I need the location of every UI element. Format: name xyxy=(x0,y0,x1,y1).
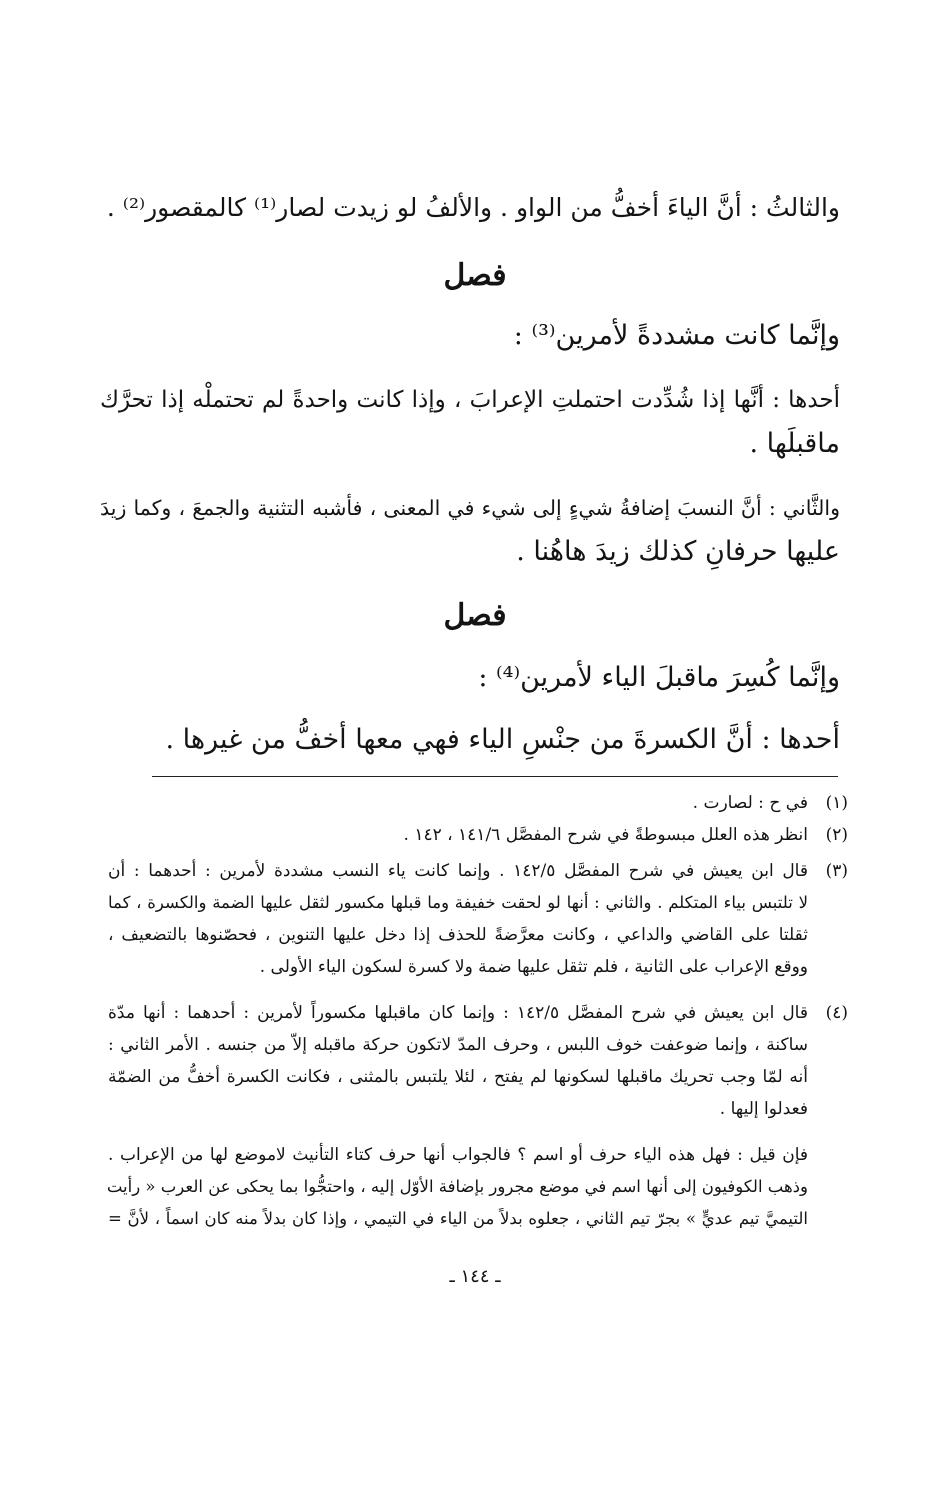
footnote-number: (١) xyxy=(825,793,848,813)
footnote-text: ساكنة ، وإنما ضوعفت خوف اللبس ، وحرف المدّ لاتكون حركة ماقبله إلاّ من جنسه . الأمر الثاني : xyxy=(108,1035,808,1055)
page-number: ـ ١٤٤ ـ xyxy=(449,1266,501,1287)
section-heading-2: فصل xyxy=(443,598,507,633)
paragraph-second-reason-cont: عليها حرفانِ كذلك زيدَ هاهُنا . xyxy=(516,536,840,567)
footnote-text: ثقلتا على القاضي والداعي ، وكانت معرَّضةً للحذف إذا دخل عليها التنوين ، فحصّنوها بالتضعيف ، xyxy=(108,925,808,945)
footnote-text: فعدلوا إليها . xyxy=(719,1099,808,1119)
footnote-text: فإن قيل : فهل هذه الياء حرف أو اسم ؟ فالجواب أنها حرف كتاء التأنيث لاموضع لها من الإعراب . xyxy=(108,1145,808,1165)
footnote-divider xyxy=(152,776,838,777)
section-heading: فصل xyxy=(443,258,507,293)
footnote-text: في ح : لصارت . xyxy=(692,793,808,813)
paragraph-first-reason-cont: ماقبلَها . xyxy=(749,428,840,459)
footnote-text: التيميَّ تيم عديٍّ » بجرّ تيم الثاني ، جعلوه بدلاً من الياء في التيمي ، وإذا كان بدلاً منه كان اسماً ، لأنَّ = xyxy=(108,1209,808,1228)
footnote-number: (٤) xyxy=(825,1003,848,1023)
footnote-text: أنه لمّا وجب تحريك ماقبلها لسكونها لم يفتح ، لئلا يلتبس بالمثنى ، فكانت الكسرة أخفُّ من الضمّة xyxy=(108,1067,808,1087)
footnote-text: قال ابن يعيش في شرح المفصَّل ١٤٢/٥ . وإنما كانت ياء النسب مشددة لأمرين : أحدهما : أن xyxy=(108,861,808,881)
paragraph-first-reason: أحدها : أنَّها إذا شُدِّدت احتملتِ الإعرابَ ، وإذا كانت واحدةً لم تحتملْه إذا تحرَّك xyxy=(100,387,840,413)
paragraph-intro-shadda: وإنَّما كانت مشددةً لأمرين⁽³⁾ : xyxy=(513,320,840,351)
footnote-text: انظر هذه العلل مبسوطةً في شرح المفصَّل ١٤١/٦ ، ١٤٢ . xyxy=(403,825,808,845)
footnote-text: قال ابن يعيش في شرح المفصَّل ١٤٢/٥ : وإنما كان ماقبلها مكسوراً لأمرين : أحدهما : أنها مدّة xyxy=(108,1003,808,1023)
footnote-number: (٣) xyxy=(825,861,848,881)
paragraph-second-reason: والثَّاني : أنَّ النسبَ إضافةُ شيءٍ إلى شيء في المعنى ، فأشبه التثنية والجمعَ ، وكما زيدَ xyxy=(100,496,840,520)
paragraph-third-reason: والثالثُ : أنَّ الياءَ أخفُّ من الواو . والألفُ لو زيدت لصار⁽¹⁾ كالمقصور⁽²⁾ . xyxy=(106,193,840,222)
footnote-text: ووقع الإعراب على الثانية ، فلم تثقل عليها ضمة ولا كسرة لسكون الياء الأولى . xyxy=(259,957,808,977)
footnote-text: وذهب الكوفيون إلى أنها اسم في موضع مجرور بإضافة الأوّل إليه ، واحتجُّوا بما يحكى عن العرب « رأيت xyxy=(106,1177,808,1196)
footnote-text: لا تلتبس بياء المتكلم . والثاني : أنها لو لحقت خفيفة وما قبلها مكسور لثقل عليها الضمة والكسرة ، كما xyxy=(108,893,808,912)
footnote-number: (٢) xyxy=(825,825,848,845)
paragraph-kasra-reason: أحدها : أنَّ الكسرةَ من جنْسِ الياء فهي معها أخفُّ من غيرها . xyxy=(165,724,840,755)
paragraph-intro-kasra: وإنَّما كُسِرَ ماقبلَ الياء لأمرين⁽⁴⁾ : xyxy=(478,662,840,693)
